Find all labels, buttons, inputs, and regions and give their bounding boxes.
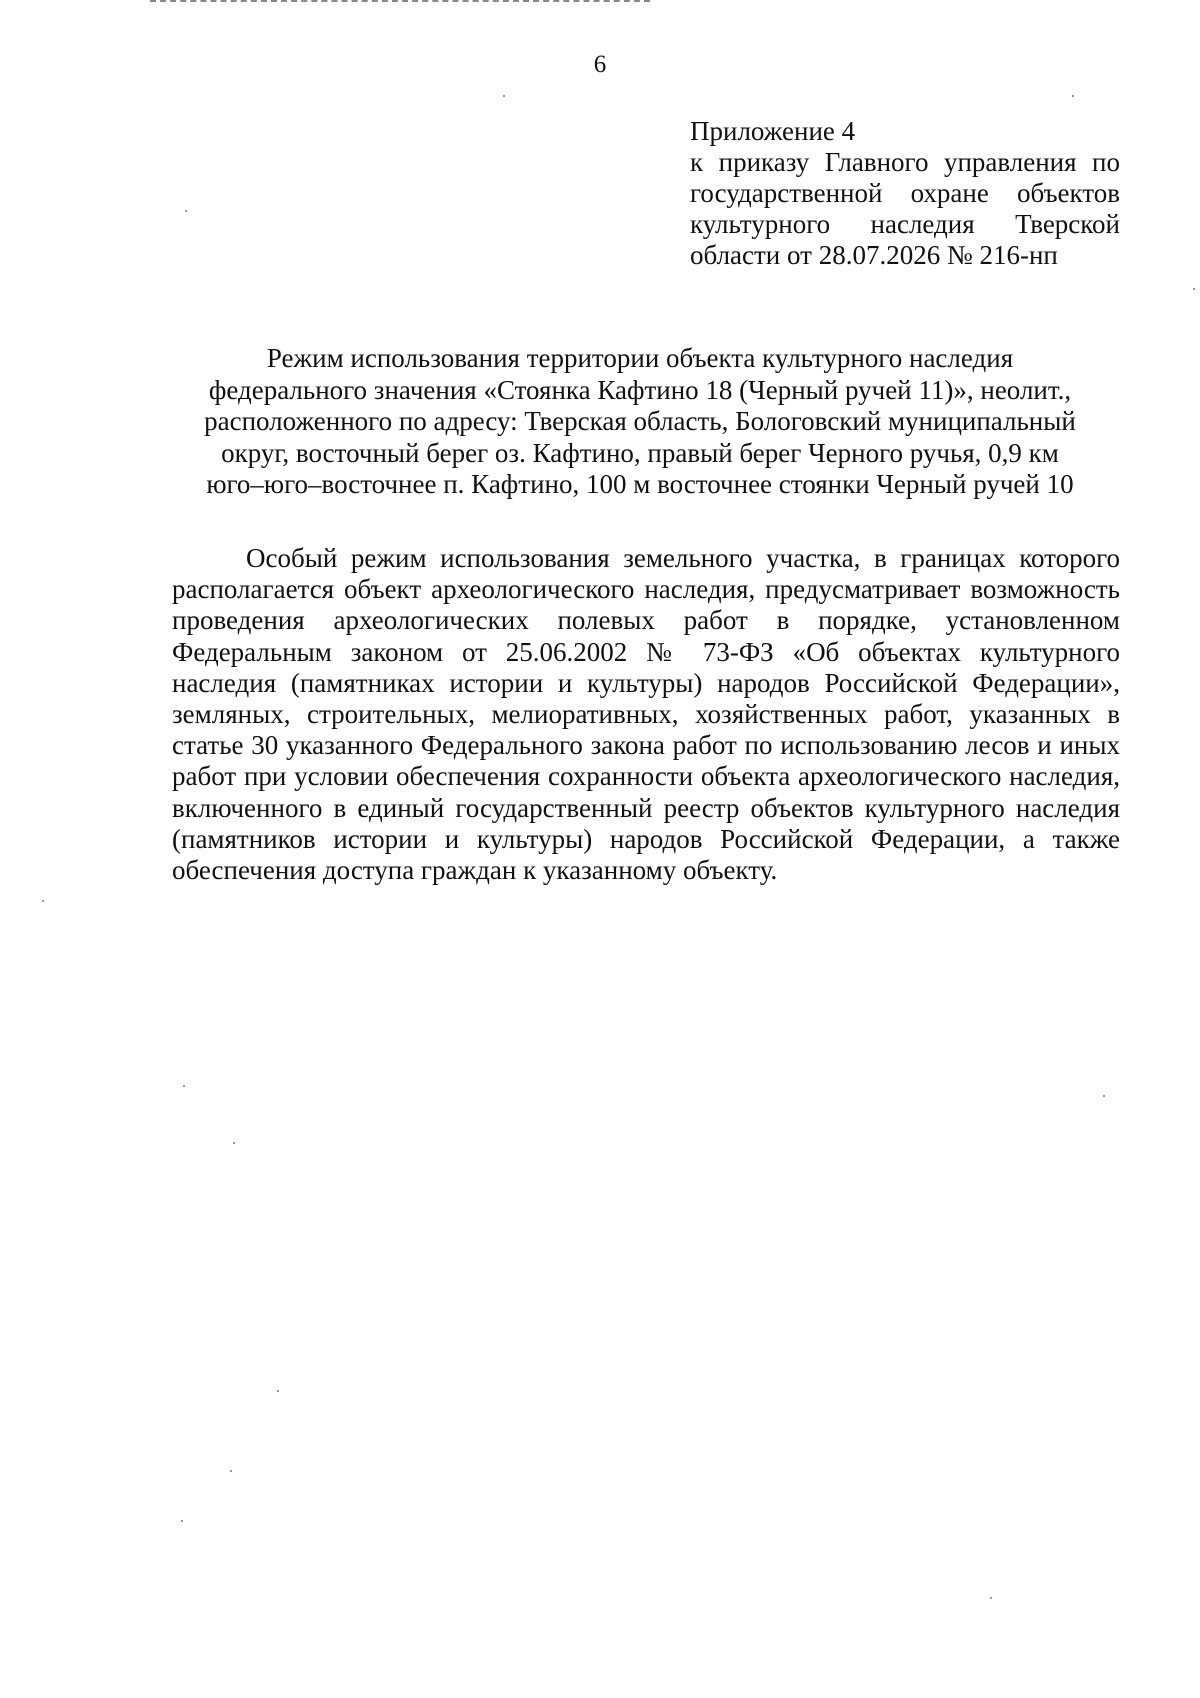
heading-line: округ, восточный берег оз. Кафтино, правый берег Черного ручья, 0,9 км bbox=[221, 437, 1059, 468]
scan-speck bbox=[1072, 95, 1074, 97]
scan-speck bbox=[990, 1597, 992, 1599]
appendix-block bbox=[690, 116, 1120, 271]
heading-line: расположенного по адресу: Тверская область, Бологовский муниципальный bbox=[204, 406, 1076, 436]
scan-edge-line bbox=[150, 0, 650, 4]
scan-speck bbox=[233, 1142, 235, 1144]
scan-speck bbox=[230, 1470, 232, 1472]
page-number: 6 bbox=[593, 51, 607, 78]
appendix-title: Приложение 4 bbox=[690, 116, 856, 146]
scan-speck bbox=[277, 1390, 279, 1392]
scan-speck bbox=[42, 900, 44, 902]
appendix-reference: к приказу Главного управления по государственной охране объектов культурного наследия Тверской области от 28.07.2026 № 216-нп bbox=[690, 147, 1120, 270]
heading-line: юго–юго–восточнее п. Кафтино, 100 м восточнее стоянки Черный ручей 10 bbox=[206, 469, 1074, 499]
scan-speck bbox=[185, 210, 187, 212]
document-heading bbox=[160, 343, 1120, 501]
body-paragraph: Особый режим использования земельного участка, в границах которого располагается объект археологического наследия, предусматривает возможность проведения археологических полевых работ в порядке, установленном Федеральным законом от 25.06.2002 № 73-ФЗ «Об объектах культурного наследия (памятниках истории и культуры) народов Российской Федерации», земляных, строительных, мелиоративных, хозяйственных работ, указанных в статье 30 указанного Федерального закона работ по использованию лесов и иных работ при условии обеспечения сохранности объекта археологического наследия, включенного в единый государственный реестр объектов культурного наследия (памятников истории и культуры) народов Российской Федерации, а также обеспечения доступа граждан к указанному объекту. bbox=[172, 543, 1120, 886]
scan-speck bbox=[1193, 288, 1195, 290]
scan-speck bbox=[183, 1085, 185, 1087]
scan-speck bbox=[503, 95, 505, 97]
heading-line: федерального значения «Стоянка Кафтино 18 (Черный ручей 11)», неолит., bbox=[208, 374, 1072, 405]
scan-speck bbox=[1103, 1095, 1105, 1097]
scan-speck bbox=[181, 1520, 183, 1522]
heading-line: Режим использования территории объекта культурного наследия bbox=[266, 343, 1014, 373]
